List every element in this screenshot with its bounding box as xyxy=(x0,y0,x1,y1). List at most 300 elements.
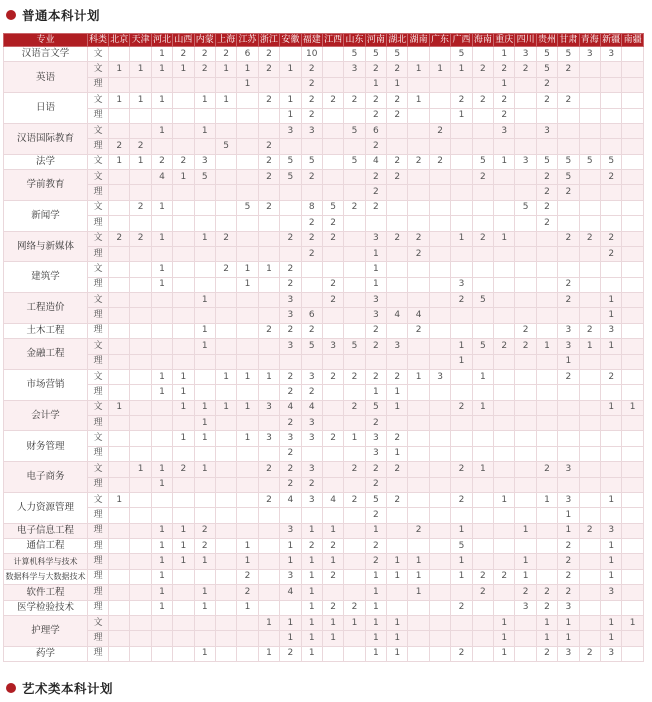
quota-cell: 5 xyxy=(536,62,557,77)
quota-cell: 2 xyxy=(365,462,386,477)
quota-cell: 1 xyxy=(151,200,172,215)
kind-cell: 理 xyxy=(88,246,109,261)
quota-cell xyxy=(579,416,600,431)
quota-cell xyxy=(322,416,343,431)
quota-cell xyxy=(130,646,151,661)
quota-cell xyxy=(472,431,493,446)
table-row xyxy=(4,231,644,246)
quota-cell: 3 xyxy=(280,569,301,584)
quota-cell xyxy=(408,615,429,630)
quota-cell xyxy=(258,508,279,523)
quota-cell xyxy=(280,508,301,523)
quota-cell xyxy=(622,47,643,62)
quota-cell: 5 xyxy=(237,200,258,215)
quota-cell xyxy=(494,523,515,538)
quota-cell xyxy=(109,123,130,138)
quota-cell xyxy=(130,446,151,461)
quota-cell xyxy=(215,77,236,92)
quota-cell: 2 xyxy=(365,477,386,492)
quota-cell xyxy=(280,139,301,154)
quota-cell xyxy=(494,446,515,461)
quota-cell: 2 xyxy=(365,416,386,431)
quota-cell xyxy=(215,354,236,369)
quota-cell xyxy=(408,385,429,400)
quota-cell xyxy=(579,216,600,231)
quota-cell xyxy=(151,354,172,369)
quota-cell xyxy=(109,569,130,584)
kind-cell: 理 xyxy=(88,539,109,554)
table-row xyxy=(4,354,644,369)
quota-cell xyxy=(151,492,172,507)
quota-cell xyxy=(215,431,236,446)
quota-cell xyxy=(387,600,408,615)
table-row xyxy=(4,523,644,538)
kind-cell: 理 xyxy=(88,646,109,661)
quota-cell xyxy=(215,185,236,200)
quota-cell xyxy=(515,170,536,185)
quota-cell xyxy=(173,646,194,661)
quota-cell: 1 xyxy=(194,585,215,600)
table-row xyxy=(4,554,644,569)
quota-cell: 2 xyxy=(301,216,322,231)
quota-cell: 2 xyxy=(408,231,429,246)
quota-cell: 1 xyxy=(387,77,408,92)
quota-cell xyxy=(173,615,194,630)
quota-cell xyxy=(472,646,493,661)
quota-cell xyxy=(109,585,130,600)
kind-cell: 理 xyxy=(88,569,109,584)
quota-cell xyxy=(451,477,472,492)
quota-cell xyxy=(322,139,343,154)
quota-cell xyxy=(322,185,343,200)
quota-cell: 1 xyxy=(151,477,172,492)
quota-cell: 1 xyxy=(472,369,493,384)
quota-cell xyxy=(130,323,151,338)
quota-cell xyxy=(600,123,621,138)
quota-cell: 1 xyxy=(365,585,386,600)
quota-cell: 2 xyxy=(600,170,621,185)
quota-cell: 2 xyxy=(472,231,493,246)
quota-cell xyxy=(515,385,536,400)
quota-cell: 3 xyxy=(258,431,279,446)
quota-cell: 1 xyxy=(301,569,322,584)
quota-cell: 2 xyxy=(365,539,386,554)
quota-cell: 6 xyxy=(301,308,322,323)
table-row xyxy=(4,262,644,277)
quota-cell xyxy=(622,477,643,492)
quota-cell xyxy=(451,77,472,92)
quota-cell xyxy=(387,277,408,292)
table-row xyxy=(4,139,644,154)
quota-cell xyxy=(322,400,343,415)
quota-cell: 2 xyxy=(322,231,343,246)
quota-cell xyxy=(301,293,322,308)
quota-cell xyxy=(130,400,151,415)
table-row xyxy=(4,200,644,215)
quota-cell xyxy=(408,139,429,154)
quota-cell xyxy=(322,462,343,477)
quota-cell: 2 xyxy=(322,277,343,292)
quota-cell xyxy=(237,508,258,523)
quota-cell xyxy=(322,77,343,92)
table-row xyxy=(4,631,644,646)
quota-cell xyxy=(408,77,429,92)
quota-cell: 2 xyxy=(472,585,493,600)
quota-cell: 5 xyxy=(344,123,365,138)
kind-cell: 文 xyxy=(88,293,109,308)
quota-cell xyxy=(344,354,365,369)
quota-cell xyxy=(579,462,600,477)
quota-cell: 3 xyxy=(558,600,579,615)
quota-cell xyxy=(536,416,557,431)
quota-cell xyxy=(429,139,450,154)
quota-cell xyxy=(558,385,579,400)
quota-cell xyxy=(109,431,130,446)
quota-cell: 1 xyxy=(237,554,258,569)
quota-cell: 2 xyxy=(322,369,343,384)
quota-cell: 1 xyxy=(322,523,343,538)
quota-cell xyxy=(151,308,172,323)
kind-cell: 文 xyxy=(88,431,109,446)
quota-cell: 2 xyxy=(558,539,579,554)
quota-cell xyxy=(109,200,130,215)
quota-cell: 1 xyxy=(365,569,386,584)
header-province: 福建 xyxy=(302,34,321,45)
quota-cell xyxy=(387,293,408,308)
quota-cell xyxy=(109,170,130,185)
kind-cell: 文 xyxy=(88,462,109,477)
quota-cell: 1 xyxy=(237,539,258,554)
quota-cell xyxy=(536,262,557,277)
quota-cell: 1 xyxy=(237,369,258,384)
quota-cell xyxy=(429,308,450,323)
quota-cell xyxy=(558,123,579,138)
quota-cell: 2 xyxy=(451,462,472,477)
quota-cell: 1 xyxy=(494,231,515,246)
kind-cell: 理 xyxy=(88,631,109,646)
quota-cell xyxy=(344,308,365,323)
quota-cell xyxy=(130,185,151,200)
quota-cell xyxy=(600,93,621,108)
quota-cell xyxy=(109,108,130,123)
quota-cell xyxy=(600,200,621,215)
quota-cell: 1 xyxy=(365,385,386,400)
quota-cell: 2 xyxy=(301,385,322,400)
quota-cell: 3 xyxy=(280,523,301,538)
quota-cell xyxy=(387,323,408,338)
quota-cell xyxy=(579,615,600,630)
quota-cell xyxy=(622,431,643,446)
quota-cell: 2 xyxy=(365,323,386,338)
quota-cell xyxy=(322,508,343,523)
quota-cell: 1 xyxy=(194,231,215,246)
major-name-cell: 市场营销 xyxy=(4,369,88,400)
quota-cell: 4 xyxy=(387,308,408,323)
quota-cell: 1 xyxy=(130,62,151,77)
quota-cell xyxy=(237,170,258,185)
quota-cell: 6 xyxy=(365,123,386,138)
quota-cell xyxy=(194,569,215,584)
quota-cell xyxy=(130,369,151,384)
quota-cell xyxy=(258,216,279,231)
quota-cell xyxy=(451,585,472,600)
quota-cell xyxy=(472,492,493,507)
quota-cell: 5 xyxy=(387,47,408,62)
quota-cell xyxy=(451,185,472,200)
bullet-dot-icon xyxy=(6,10,16,20)
quota-cell: 1 xyxy=(258,262,279,277)
quota-cell xyxy=(344,262,365,277)
quota-cell xyxy=(215,554,236,569)
header-province: 山东 xyxy=(345,34,364,45)
quota-cell xyxy=(494,385,515,400)
quota-cell xyxy=(344,477,365,492)
quota-cell: 3 xyxy=(301,492,322,507)
quota-cell xyxy=(151,400,172,415)
section-title-general xyxy=(6,6,100,24)
quota-cell xyxy=(130,293,151,308)
quota-cell: 1 xyxy=(387,385,408,400)
quota-cell xyxy=(579,77,600,92)
quota-cell xyxy=(472,200,493,215)
quota-cell xyxy=(215,308,236,323)
quota-cell: 2 xyxy=(258,62,279,77)
quota-cell xyxy=(109,554,130,569)
quota-cell: 3 xyxy=(558,323,579,338)
quota-cell xyxy=(173,416,194,431)
quota-cell: 1 xyxy=(280,554,301,569)
quota-cell xyxy=(536,293,557,308)
header-province: 新疆 xyxy=(602,34,621,45)
quota-cell: 1 xyxy=(151,600,172,615)
header-province: 安徽 xyxy=(281,34,300,45)
quota-cell xyxy=(472,139,493,154)
quota-cell: 1 xyxy=(194,646,215,661)
quota-cell xyxy=(344,77,365,92)
quota-cell xyxy=(387,262,408,277)
quota-cell xyxy=(408,170,429,185)
quota-cell xyxy=(151,216,172,231)
quota-cell: 3 xyxy=(301,416,322,431)
quota-cell xyxy=(494,323,515,338)
quota-cell xyxy=(558,246,579,261)
quota-cell xyxy=(109,615,130,630)
quota-cell xyxy=(344,646,365,661)
quota-cell xyxy=(322,123,343,138)
quota-cell xyxy=(536,446,557,461)
quota-cell xyxy=(173,446,194,461)
quota-cell: 3 xyxy=(600,585,621,600)
quota-cell xyxy=(494,369,515,384)
quota-cell xyxy=(558,77,579,92)
quota-cell xyxy=(173,492,194,507)
header-province: 江西 xyxy=(324,34,343,45)
quota-cell: 5 xyxy=(451,539,472,554)
quota-cell: 2 xyxy=(579,523,600,538)
quota-cell: 1 xyxy=(515,569,536,584)
quota-cell: 3 xyxy=(258,400,279,415)
quota-cell xyxy=(280,354,301,369)
table-row xyxy=(4,385,644,400)
quota-cell: 2 xyxy=(258,492,279,507)
kind-cell: 文 xyxy=(88,400,109,415)
quota-cell: 1 xyxy=(387,446,408,461)
kind-cell: 理 xyxy=(88,416,109,431)
quota-cell xyxy=(258,539,279,554)
quota-cell xyxy=(558,200,579,215)
quota-cell xyxy=(130,385,151,400)
quota-cell xyxy=(194,354,215,369)
header-province: 浙江 xyxy=(259,34,278,45)
quota-cell xyxy=(536,139,557,154)
table-row xyxy=(4,154,644,169)
quota-cell xyxy=(515,93,536,108)
quota-cell xyxy=(515,615,536,630)
quota-cell: 3 xyxy=(558,646,579,661)
quota-cell: 2 xyxy=(301,231,322,246)
quota-cell: 5 xyxy=(558,47,579,62)
quota-cell xyxy=(515,631,536,646)
quota-cell: 1 xyxy=(237,77,258,92)
quota-cell: 1 xyxy=(451,62,472,77)
quota-cell xyxy=(130,600,151,615)
quota-cell: 5 xyxy=(301,339,322,354)
quota-cell: 2 xyxy=(558,369,579,384)
quota-cell xyxy=(515,369,536,384)
quota-cell: 3 xyxy=(365,231,386,246)
quota-cell xyxy=(472,416,493,431)
quota-cell xyxy=(622,646,643,661)
quota-cell xyxy=(130,615,151,630)
major-name-cell: 通信工程 xyxy=(4,539,88,554)
major-name-cell: 数据科学与大数据技术 xyxy=(4,569,88,584)
quota-cell xyxy=(515,646,536,661)
table-row xyxy=(4,339,644,354)
major-name-cell: 日语 xyxy=(4,93,88,124)
quota-cell: 1 xyxy=(494,47,515,62)
quota-cell xyxy=(472,123,493,138)
quota-cell: 2 xyxy=(280,323,301,338)
quota-cell xyxy=(215,170,236,185)
kind-cell: 文 xyxy=(88,262,109,277)
quota-cell: 3 xyxy=(280,308,301,323)
major-name-cell: 网络与新媒体 xyxy=(4,231,88,262)
quota-cell xyxy=(494,200,515,215)
quota-cell xyxy=(322,323,343,338)
quota-cell: 1 xyxy=(494,631,515,646)
quota-cell xyxy=(600,62,621,77)
quota-cell xyxy=(494,216,515,231)
quota-cell xyxy=(237,523,258,538)
quota-cell: 5 xyxy=(472,339,493,354)
quota-cell xyxy=(237,646,258,661)
quota-cell xyxy=(280,246,301,261)
major-name-cell: 财务管理 xyxy=(4,431,88,462)
quota-cell xyxy=(472,554,493,569)
quota-cell: 1 xyxy=(173,170,194,185)
quota-cell: 2 xyxy=(173,47,194,62)
quota-cell xyxy=(536,369,557,384)
quota-cell: 5 xyxy=(558,154,579,169)
quota-cell xyxy=(237,385,258,400)
quota-cell: 1 xyxy=(258,369,279,384)
quota-cell: 2 xyxy=(558,277,579,292)
quota-cell: 2 xyxy=(494,62,515,77)
quota-cell xyxy=(408,477,429,492)
quota-cell xyxy=(429,185,450,200)
kind-cell: 文 xyxy=(88,492,109,507)
header-province: 重庆 xyxy=(495,34,514,45)
quota-cell: 1 xyxy=(579,339,600,354)
quota-cell: 2 xyxy=(322,216,343,231)
quota-cell: 4 xyxy=(322,492,343,507)
quota-cell xyxy=(109,523,130,538)
quota-cell xyxy=(494,462,515,477)
quota-cell: 3 xyxy=(558,492,579,507)
quota-cell xyxy=(258,600,279,615)
quota-cell xyxy=(472,77,493,92)
quota-cell xyxy=(194,477,215,492)
quota-cell xyxy=(322,354,343,369)
quota-cell xyxy=(258,185,279,200)
quota-cell xyxy=(622,246,643,261)
table-row xyxy=(4,108,644,123)
quota-cell: 2 xyxy=(494,569,515,584)
quota-cell: 1 xyxy=(558,523,579,538)
quota-cell xyxy=(344,446,365,461)
quota-cell xyxy=(322,477,343,492)
quota-cell xyxy=(515,123,536,138)
quota-cell xyxy=(579,554,600,569)
quota-cell: 1 xyxy=(194,123,215,138)
quota-cell: 1 xyxy=(536,615,557,630)
quota-cell xyxy=(451,170,472,185)
major-name-cell: 药学 xyxy=(4,646,88,661)
quota-cell: 1 xyxy=(301,631,322,646)
quota-cell xyxy=(472,216,493,231)
quota-cell xyxy=(622,77,643,92)
quota-cell: 2 xyxy=(258,139,279,154)
quota-cell xyxy=(622,123,643,138)
quota-cell xyxy=(194,262,215,277)
quota-cell: 2 xyxy=(173,462,194,477)
quota-cell: 1 xyxy=(600,308,621,323)
quota-cell xyxy=(109,293,130,308)
quota-cell xyxy=(622,200,643,215)
quota-cell: 3 xyxy=(301,431,322,446)
quota-cell: 2 xyxy=(365,200,386,215)
quota-cell xyxy=(558,108,579,123)
quota-cell xyxy=(451,200,472,215)
quota-cell xyxy=(429,293,450,308)
quota-cell xyxy=(344,323,365,338)
quota-cell xyxy=(215,200,236,215)
quota-cell xyxy=(622,385,643,400)
quota-cell xyxy=(494,477,515,492)
quota-cell xyxy=(194,446,215,461)
major-name-cell: 护理学 xyxy=(4,615,88,646)
quota-cell: 2 xyxy=(365,139,386,154)
quota-cell xyxy=(579,492,600,507)
quota-cell xyxy=(173,585,194,600)
quota-cell xyxy=(130,77,151,92)
table-row xyxy=(4,62,644,77)
quota-cell xyxy=(494,308,515,323)
quota-cell: 2 xyxy=(515,339,536,354)
table-row xyxy=(4,508,644,523)
quota-cell xyxy=(472,600,493,615)
quota-cell: 2 xyxy=(344,93,365,108)
